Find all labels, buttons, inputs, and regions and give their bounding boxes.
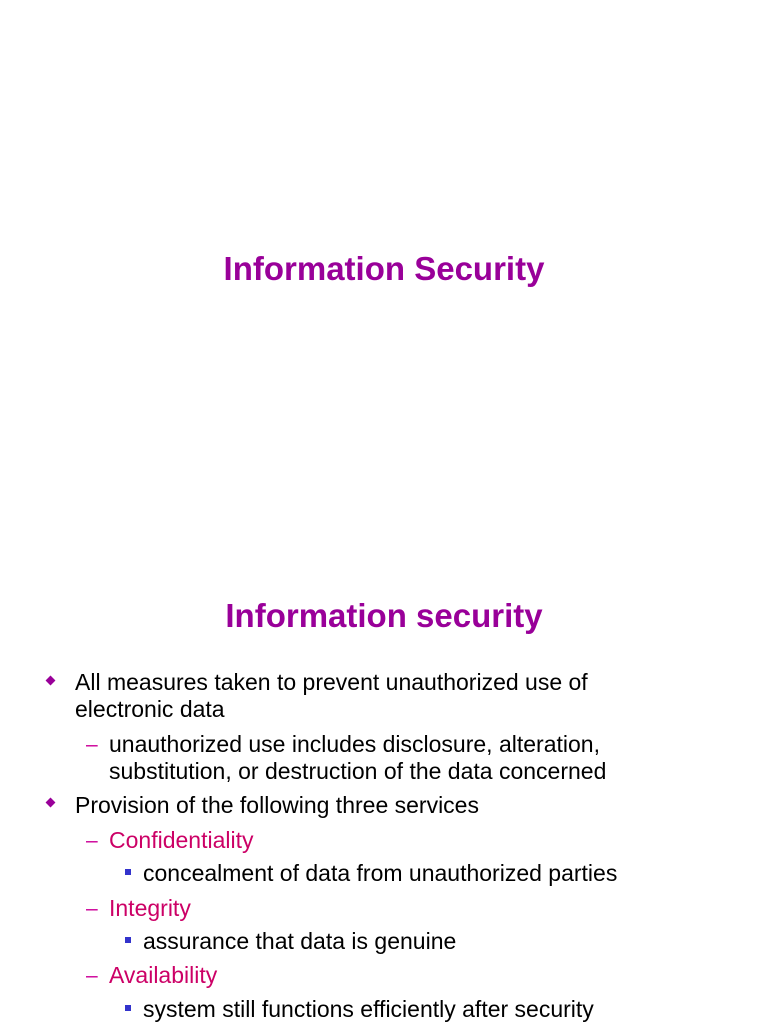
sub-bullet-text: unauthorized use includes disclosure, alteration, [109,731,600,757]
service-detail: concealment of data from unauthorized parties [143,860,618,886]
slide-content-page [0,540,768,1024]
square-bullet-icon [125,1005,131,1011]
diamond-bullet-icon [46,798,56,808]
service-name-availability: Availability [109,962,218,988]
sub-bullet-text-continuation: substitution, or destruction of the data concerned [109,758,607,784]
service-detail: system still functions efficiently after security [143,996,594,1022]
service-name-confidentiality: Confidentiality [109,827,254,853]
slide-heading: Information security [225,597,543,634]
page-title: Information Security [223,250,545,287]
square-bullet-icon [125,869,131,875]
diamond-bullet-icon [46,676,56,686]
dash-bullet-icon: – [86,733,98,756]
dash-bullet-icon: – [86,964,98,987]
dash-bullet-icon: – [86,829,98,852]
bullet-text: All measures taken to prevent unauthorized use of [75,669,588,695]
dash-bullet-icon: – [86,897,98,920]
bullet-text-continuation: electronic data [75,696,225,722]
service-detail: assurance that data is genuine [143,928,457,954]
bullet-text: Provision of the following three services [75,792,479,818]
square-bullet-icon [125,937,131,943]
service-name-integrity: Integrity [109,895,191,921]
